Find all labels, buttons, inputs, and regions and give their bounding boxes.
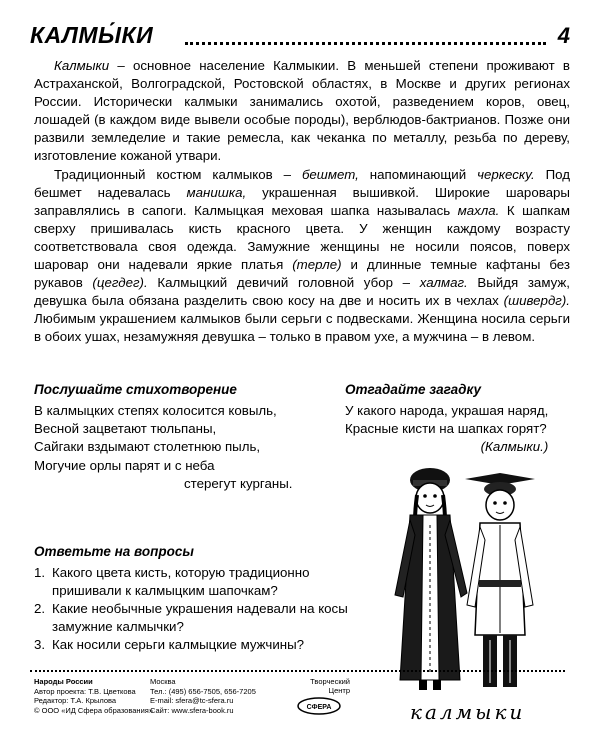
publisher-name-line1: Творческий [310, 677, 350, 686]
italic-term: манишка, [186, 184, 247, 200]
italic-term: махла. [457, 202, 500, 218]
riddle-line: Красные кисти на шапках горят? [345, 421, 547, 437]
text-run: напоминающий [358, 166, 478, 182]
publisher-name [310, 678, 350, 695]
text-run: К шапкам сверху пришивалась кисть красного цвета. У женщин каждому возрасту соответствовала своя одежда. Замужние женщины не носили поясов, поверх шаровар они надевали яркие платья [34, 202, 570, 273]
footer-city: Москва [150, 677, 176, 686]
woman-figure [395, 468, 467, 690]
riddle-answer: (Калмыки.) [480, 439, 549, 455]
riddle-title: Отгадайте загадку [345, 382, 482, 397]
footer-editor: Редактор: Т.А. Крылова [34, 696, 117, 706]
question-number: 1. [34, 565, 46, 580]
text-run: украшенная вышивкой. Широкие шаровары заправлялись в сапоги. Калмыцкая меховая шапка называлась [34, 184, 570, 218]
riddle [345, 402, 548, 457]
text-run: Под бешмет надевалась [34, 166, 570, 200]
sphere-logo-icon [296, 696, 342, 716]
footer-site: Сайт: www.sfera-book.ru [150, 705, 234, 715]
italic-term: (шивердг). [503, 293, 570, 309]
kalmyk-couple-illustration [375, 465, 575, 700]
italic-term: (терле) [292, 257, 342, 273]
footer-series: Народы России [34, 677, 93, 686]
question-item [34, 636, 352, 654]
questions-list [34, 564, 352, 654]
caption-signature: калмыки [410, 700, 526, 724]
question-item [34, 600, 352, 636]
publisher-name-line2: Центр [328, 685, 350, 695]
main-text [34, 57, 570, 347]
text-run: – основное население Калмыкии. В меньшей степени проживают в Астраханской, Волгоградской, Ростовской областях, в Москве и других регионах России. Исторически калмыки занимались охотой, разведением коров, овец, лошадей (в каждом виде вывели особые породы), верблюдов-бактрианов. Позже они развили земледелие и такие ремесла, как чеканка по металлу, резьба по дереву, изготовление кожаной утвари. [34, 58, 570, 164]
page-number: 4 [557, 23, 570, 48]
poem-line: стерегут курганы. [184, 475, 293, 491]
question-text: Какие необычные украшения надевали на косы замужние калмычки? [52, 601, 348, 635]
question-text: Какого цвета кисть, которую традиционно пришивали к калмыцким шапочкам? [52, 565, 310, 599]
poem-title: Послушайте стихотворение [34, 382, 237, 397]
italic-term: халмаг. [419, 275, 468, 291]
question-item [34, 564, 352, 600]
italic-term: (цегдег). [92, 275, 148, 291]
paragraph-2 [34, 166, 570, 347]
text-run: и длинные темные кафтаны без рукавов [34, 257, 570, 291]
poem-line: Сайгаки вздымают столетнюю пыль, [34, 439, 261, 455]
footer-copyright: © ООО «ИД Сфера образования» [34, 705, 153, 715]
poem-line: Могучие орлы парят и с неба [34, 457, 215, 473]
question-number: 3. [34, 637, 46, 653]
publisher-logo [270, 678, 350, 718]
question-number: 2. [34, 601, 46, 617]
footer-phone: Тел.: (495) 656-7505, 656-7205 [150, 686, 256, 696]
poem-line: В калмыцких степях колосится ковыль, [34, 403, 277, 418]
questions-title: Ответьте на вопросы [34, 544, 194, 559]
text-run: Традиционный костюм калмыков – [54, 166, 302, 182]
italic-term: Калмыки [54, 58, 110, 73]
poem-line: Весной зацветают тюльпаны, [34, 421, 217, 437]
italic-term: черкеску. [477, 166, 535, 182]
poem [34, 402, 292, 493]
text-run: Выйдя замуж, девушка была обязана разделить свою косу на две и носить их в чехлах [34, 275, 570, 309]
page-header [30, 22, 570, 52]
footer-divider [30, 670, 565, 672]
text-run: Калмыцкий девичий головной убор – [147, 275, 420, 291]
footer-author: Автор проекта: Т.В. Цветкова [34, 686, 136, 696]
footer-email: E-mail: sfera@tc-sfera.ru [150, 696, 234, 706]
man-figure [465, 473, 535, 687]
paragraph-1 [34, 57, 570, 166]
footer-contacts [150, 677, 256, 715]
footer-credits [34, 677, 153, 715]
sphere-logo-text: СФЕРА [306, 704, 332, 711]
italic-term: бешмет, [301, 166, 359, 182]
page-title: КАЛМЫ́КИ [30, 22, 154, 48]
title-leader-dots [185, 42, 546, 45]
text-run: Любимым украшением калмыков были серьги с подвесками. Женщина носила серьги в обоих ушах, незамужняя девушка – только в правом ухе, а мужчина – в левом. [34, 311, 570, 345]
question-text: Как носили серьги калмыцкие мужчины? [52, 637, 305, 653]
riddle-line: У какого народа, украшая наряд, [345, 403, 549, 418]
